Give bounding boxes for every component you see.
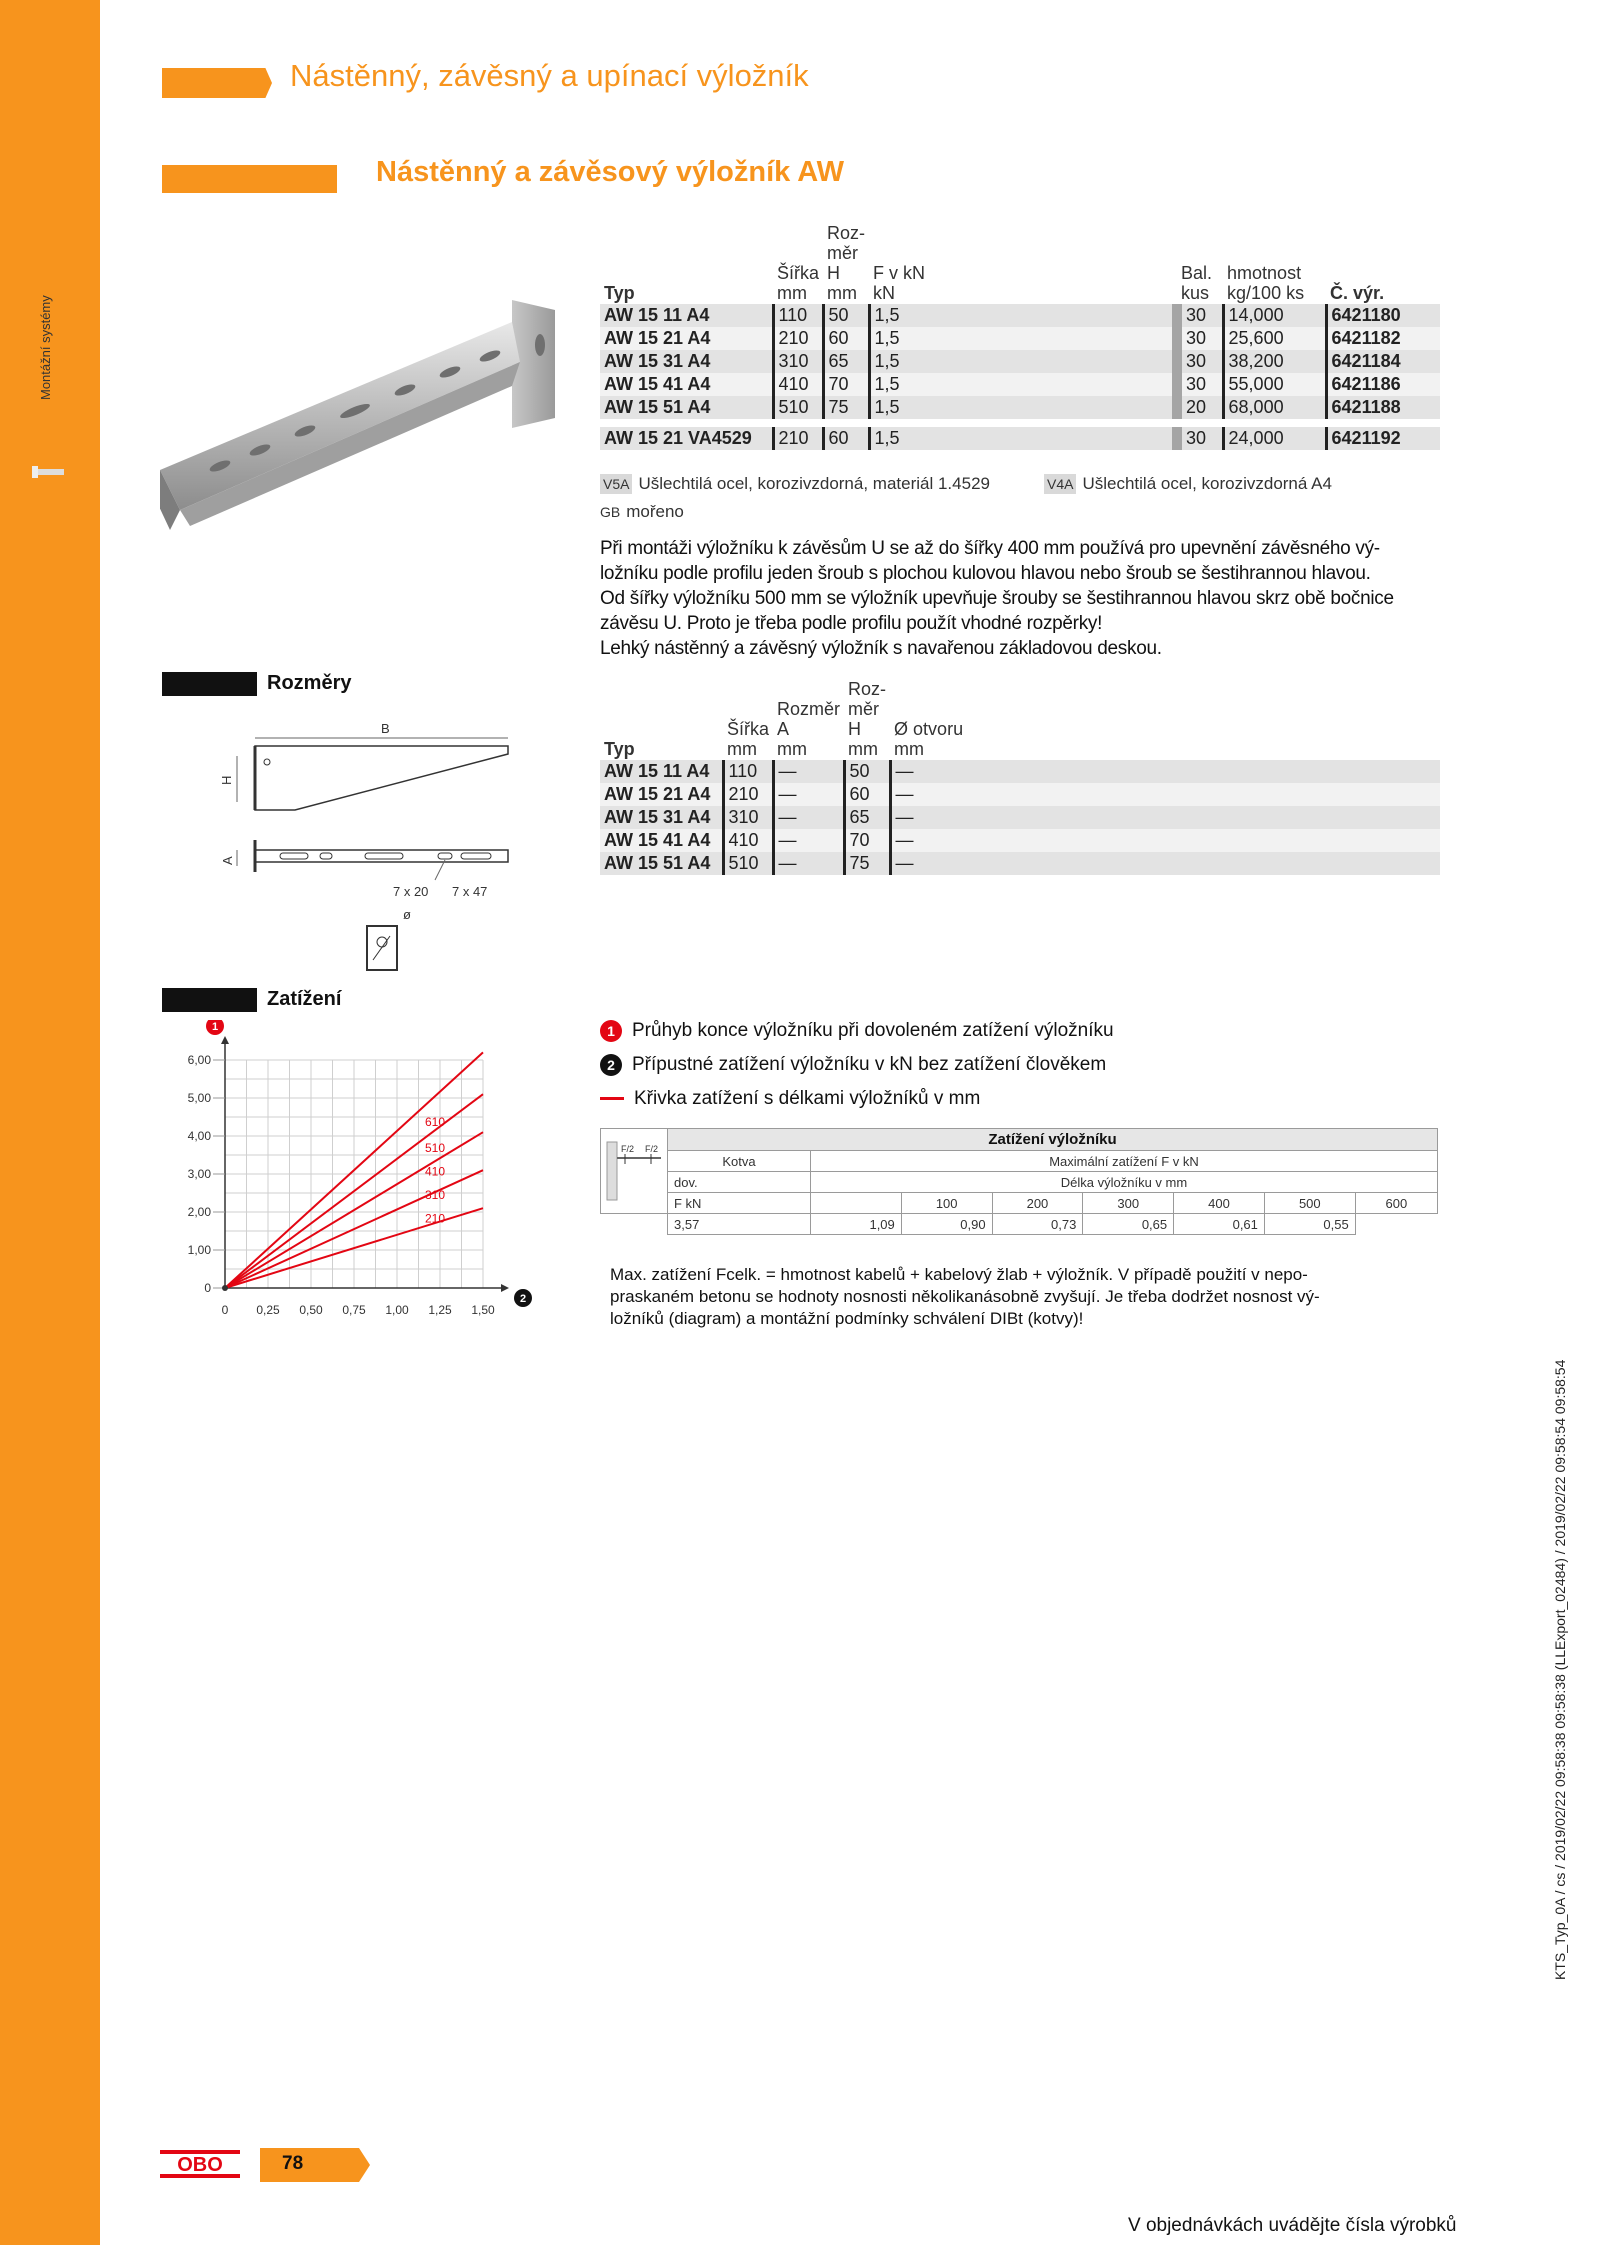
cell-a: — <box>773 852 844 875</box>
cell-cvyr: 6421180 <box>1326 304 1440 327</box>
cell-h: 70 <box>844 829 890 852</box>
load-chart <box>150 1020 570 1340</box>
table-row <box>600 760 1440 783</box>
cell-typ: AW 15 11 A4 <box>600 760 723 783</box>
cell-bal: 30 <box>1177 327 1223 350</box>
cell-sirka: 410 <box>723 829 773 852</box>
cell-hmot: 24,000 <box>1223 427 1326 450</box>
load-table <box>600 1128 1438 1235</box>
y-tick-label: 4,00 <box>187 1129 211 1143</box>
cell-sirka: 210 <box>773 427 823 450</box>
cell <box>811 1193 902 1214</box>
cell-f: 1,5 <box>869 373 1177 396</box>
x-tick-label: 0 <box>221 1303 229 1317</box>
cell-cvyr: 6421184 <box>1326 350 1440 373</box>
cell-hmot: 55,000 <box>1223 373 1326 396</box>
cell-cvyr: 6421186 <box>1326 373 1440 396</box>
y-tick-label: 3,00 <box>187 1167 211 1181</box>
svg-text:F/2: F/2 <box>621 1143 635 1154</box>
cell-typ: AW 15 51 A4 <box>600 396 773 419</box>
y-tick-label: 5,00 <box>187 1091 211 1105</box>
cell-typ: AW 15 41 A4 <box>600 373 773 396</box>
badge-1-icon: 1 <box>600 1020 622 1042</box>
main-product-table <box>600 222 1440 450</box>
cell-typ: AW 15 31 A4 <box>600 806 723 829</box>
footer-note: V objednávkách uvádějte čísla výrobků <box>1128 2215 1457 2236</box>
cell-f: 1,5 <box>869 327 1177 350</box>
th-bal: Bal. kus <box>1181 263 1213 303</box>
th-sirka: Šířka mm <box>777 263 820 303</box>
side-label: Montážní systémy <box>38 295 53 400</box>
cell-typ: AW 15 31 A4 <box>600 350 773 373</box>
page-number: 78 <box>282 2153 304 2174</box>
table-row <box>600 852 1440 875</box>
cell: Délka výložníku v mm <box>811 1172 1438 1193</box>
cell-h: 65 <box>823 350 869 373</box>
load-section-title: Zatížení <box>267 988 342 1010</box>
table-row <box>600 350 1440 373</box>
legend-item: 2 Přípustné zatížení výložníku v kN bez zatížení člověkem <box>600 1054 1114 1088</box>
cell-h: 60 <box>844 783 890 806</box>
y-tick-label: 0 <box>204 1281 211 1295</box>
series-label-310: 310 <box>425 1187 446 1202</box>
th-rozmer-a: Rozměr A mm <box>777 699 841 759</box>
cell-o: — <box>890 806 1440 829</box>
cell: Maximální zatížení F v kN <box>811 1151 1438 1172</box>
origin-point <box>222 1285 228 1291</box>
svg-text:OBO: OBO <box>177 2154 223 2176</box>
table-row <box>600 829 1440 852</box>
table-row <box>600 304 1440 327</box>
table-row <box>600 427 1440 450</box>
cell-length: 500 <box>1264 1193 1355 1214</box>
legend-item: Křivka zatížení s délkami výložníků v mm <box>600 1088 1114 1122</box>
dims-section-title: Rozměry <box>267 672 352 694</box>
material-tag: GB <box>600 504 621 520</box>
cell-f: 1,5 <box>869 350 1177 373</box>
series-label-610: 610 <box>425 1114 446 1129</box>
th-cislo-vyrobku: Č. výr. <box>1330 283 1385 303</box>
cell-hmot: 38,200 <box>1223 350 1326 373</box>
table-row <box>600 783 1440 806</box>
product-tab <box>162 165 337 193</box>
cell-h: 65 <box>844 806 890 829</box>
cell-h: 75 <box>823 396 869 419</box>
cell-typ: AW 15 21 VA4529 <box>600 427 773 450</box>
load-note: Max. zatížení Fcelk. = hmotnost kabelů + kabelový žlab + výložník. V případě použití v nepo- praskaném betonu se hodnoty nosnosti několikanásobně zvyšují. Je třeba dodržet nosnost vý- ložníků (diagram) a montážní podmínky schválení DIBt (kotvy)! <box>610 1265 1320 1328</box>
cell-bal: 30 <box>1177 304 1223 327</box>
dims-table <box>600 678 1440 875</box>
dim-a-label: A <box>220 856 235 865</box>
cell-length: 300 <box>1083 1193 1174 1214</box>
th-f: F v kN kN <box>873 263 926 303</box>
cell-value: 0,61 <box>1174 1214 1265 1235</box>
cell-sirka: 510 <box>723 852 773 875</box>
cell-sirka: 110 <box>773 304 823 327</box>
cell: 3,57 <box>668 1214 811 1235</box>
page-number-tab <box>260 2148 370 2182</box>
cell-value: 1,09 <box>811 1214 902 1235</box>
dim-b-label: B <box>381 721 390 736</box>
cell-a: — <box>773 829 844 852</box>
cell-h: 50 <box>823 304 869 327</box>
cell: dov. <box>668 1172 811 1193</box>
x-tick-label: 1,50 <box>471 1303 495 1317</box>
material-v4a: V4A Ušlechtilá ocel, korozivzdorná A4 <box>1044 474 1332 494</box>
export-info: KTS_Typ_0A / cs / 2019/02/22 09:58:38 09:58:38 (LLExport_02484) / 2019/02/22 09:58:54 09:58:54 <box>1552 1359 1568 1980</box>
series-label-510: 510 <box>425 1140 446 1155</box>
cell-a: — <box>773 783 844 806</box>
cell-h: 70 <box>823 373 869 396</box>
x-tick-label: 0,25 <box>256 1303 280 1317</box>
load-section-tab <box>162 988 257 1012</box>
cell-value: 0,90 <box>901 1214 992 1235</box>
red-curve-icon <box>600 1097 624 1100</box>
y-axis-arrow <box>221 1036 229 1044</box>
cell-value: 0,55 <box>1264 1214 1355 1235</box>
cell-h: 50 <box>844 760 890 783</box>
cell-length: 200 <box>992 1193 1083 1214</box>
y-tick-label: 2,00 <box>187 1205 211 1219</box>
cell-h: 60 <box>823 327 869 350</box>
x-axis-arrow <box>501 1284 509 1292</box>
svg-text:F/2: F/2 <box>645 1143 659 1154</box>
cell-cvyr: 6421192 <box>1326 427 1440 450</box>
cell-o: — <box>890 829 1440 852</box>
cell-hmot: 14,000 <box>1223 304 1326 327</box>
dim-slots2-label: 7 x 47 <box>452 884 488 899</box>
anchor-sketch <box>601 1129 668 1214</box>
legend-item: 1 Průhyb konce výložníku při dovoleném zatížení výložníku <box>600 1020 1114 1054</box>
screw-icon <box>32 465 66 479</box>
cell-typ: AW 15 51 A4 <box>600 852 723 875</box>
cell-typ: AW 15 11 A4 <box>600 304 773 327</box>
dim-slots1-label: 7 x 20 <box>393 884 429 899</box>
cell-bal: 30 <box>1177 373 1223 396</box>
series-label-210: 210 <box>425 1211 446 1226</box>
dim-dia-label: ø <box>403 907 411 922</box>
badge-2-label: 2 <box>519 1293 527 1305</box>
cell-cvyr: 6421182 <box>1326 327 1440 350</box>
cell: F kN <box>668 1193 811 1214</box>
th-rozmer-h: Roz- měr H mm <box>848 679 887 759</box>
table-row <box>600 327 1440 350</box>
th-rozmer-h: Roz- měr H mm <box>827 223 866 303</box>
cell-o: — <box>890 783 1440 806</box>
material-tag: V5A <box>600 474 632 494</box>
page-title: Nástěnný, závěsný a upínací výložník <box>290 58 809 93</box>
cell-length: 600 <box>1355 1193 1437 1214</box>
cell-o: — <box>890 760 1440 783</box>
badge-2-icon: 2 <box>600 1054 622 1076</box>
cell-a: — <box>773 806 844 829</box>
obo-logo <box>160 2150 240 2178</box>
x-tick-label: 1,25 <box>428 1303 452 1317</box>
cell-typ: AW 15 21 A4 <box>600 783 723 806</box>
product-title: Nástěnný a závěsový výložník AW <box>376 156 844 188</box>
product-photo <box>160 300 580 570</box>
cell-f: 1,5 <box>869 396 1177 419</box>
cell-h: 75 <box>844 852 890 875</box>
cell-sirka: 510 <box>773 396 823 419</box>
x-tick-label: 1,00 <box>385 1303 409 1317</box>
badge-1-label: 1 <box>211 1021 219 1033</box>
load-legend <box>600 1020 1114 1122</box>
table-row <box>600 396 1440 419</box>
cell-bal: 30 <box>1177 427 1223 450</box>
table-row <box>600 806 1440 829</box>
cell-sirka: 310 <box>723 806 773 829</box>
material-tag: V4A <box>1044 474 1076 494</box>
material-v5a: V5A Ušlechtilá ocel, korozivzdorná, materiál 1.4529 <box>600 474 990 494</box>
cell-hmot: 68,000 <box>1223 396 1326 419</box>
th-typ: Typ <box>604 283 635 303</box>
cell-a: — <box>773 760 844 783</box>
load-table-title: Zatížení výložníku <box>668 1129 1438 1151</box>
y-tick-label: 6,00 <box>187 1053 211 1067</box>
th-typ: Typ <box>604 739 635 759</box>
cell-typ: AW 15 41 A4 <box>600 829 723 852</box>
th-hmotnost: hmotnost kg/100 ks <box>1227 263 1305 303</box>
cell-cvyr: 6421188 <box>1326 396 1440 419</box>
product-description: Při montáži výložníku k závěsům U se až do šířky 400 mm používá pro upevnění závěsného vý- ložníku podle profilu jeden šroub s plochou kulovou hlavou nebo šroub se šestihrannou hlavou. Od šířky výložníku 500 mm se výložník upevňuje šrouby se šestihrannou hlavou skrz obě bočnice závěsu U. Proto je třeba podle profilu použít vhodné rozpěrky! Lehký nástěnný a závěsný výložník s navařenou základovou deskou. <box>600 538 1394 659</box>
cell-bal: 30 <box>1177 350 1223 373</box>
dim-h-label: H <box>219 775 234 785</box>
table-row <box>600 373 1440 396</box>
cell-length: 400 <box>1174 1193 1265 1214</box>
cell-f: 1,5 <box>869 304 1177 327</box>
cell-h: 60 <box>823 427 869 450</box>
cell-value: 0,65 <box>1083 1214 1174 1235</box>
cell-value: 0,73 <box>992 1214 1083 1235</box>
cell-sirka: 110 <box>723 760 773 783</box>
cell-sirka: 310 <box>773 350 823 373</box>
material-gb: GB mořeno <box>600 502 684 521</box>
cell-f: 1,5 <box>869 427 1177 450</box>
dimension-drawing <box>205 710 535 980</box>
th-otvor: Ø otvoru mm <box>894 719 964 759</box>
cell-typ: AW 15 21 A4 <box>600 327 773 350</box>
header-tab <box>162 68 272 98</box>
series-label-410: 410 <box>425 1164 446 1179</box>
y-tick-label: 1,00 <box>187 1243 211 1257</box>
cell-sirka: 210 <box>773 327 823 350</box>
cell-bal: 20 <box>1177 396 1223 419</box>
cell: Kotva <box>668 1151 811 1172</box>
dims-section-tab <box>162 672 257 696</box>
cell-sirka: 210 <box>723 783 773 806</box>
cell-length: 100 <box>901 1193 992 1214</box>
cell-o: — <box>890 852 1440 875</box>
x-tick-label: 0,75 <box>342 1303 366 1317</box>
th-sirka: Šířka mm <box>727 719 770 759</box>
cell-sirka: 410 <box>773 373 823 396</box>
cell-hmot: 25,600 <box>1223 327 1326 350</box>
x-tick-label: 0,50 <box>299 1303 323 1317</box>
